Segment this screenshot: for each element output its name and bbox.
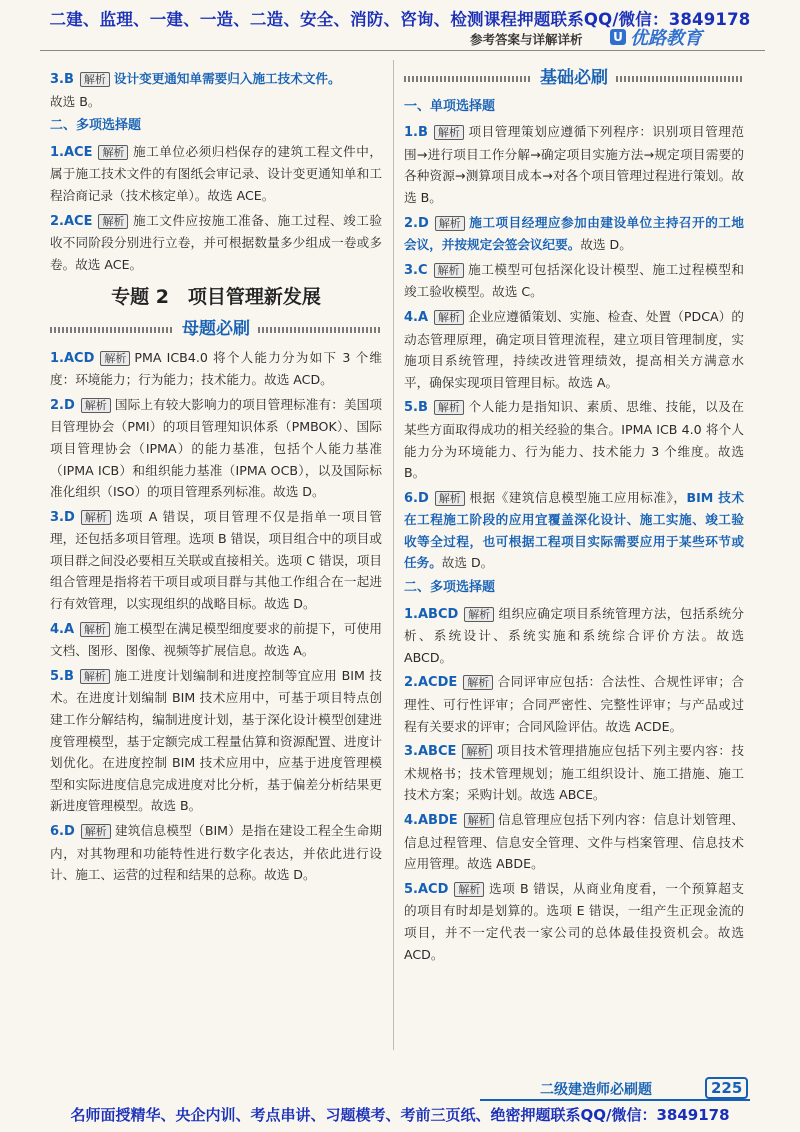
answer-text: 施工单位必须归档保存的建筑工程文件中，属于施工技术文件的有图纸会审记录、设计变更通知单和工程洽商记录（技术核定单）。故选 ACE。 xyxy=(50,143,382,203)
band-rule xyxy=(50,327,174,333)
answer-left-item-4 xyxy=(50,618,382,662)
answer-text: 选项 A 错误，项目管理不仅是指单一项目管理，还包括多项目管理。选项 B 错误，项目组合中的项目或项目群之间没必要相互关联或直接相关。选项 C 错误，项目组合管理是指将若干项目或项目群与其他工作组合在一起进行有效管理，以实现组织的战略目标。故选 D。 xyxy=(50,508,382,612)
answer-number: 5.B xyxy=(404,400,428,416)
bottom-contact-banner: 名师面授精华、央企内训、考点串讲、习题模考、考前三页纸、绝密押题联系QQ/微信：3849178 xyxy=(70,1106,730,1124)
answer-text: 组织应确定项目系统管理方法，包括系统分析、系统设计、系统实施和系统综合评价方法。故选 ABCD。 xyxy=(404,605,744,665)
analysis-tag: 解析 xyxy=(80,622,110,637)
section-title: 母题必刷 xyxy=(182,318,250,339)
answer-number: 1.ABCD xyxy=(404,606,459,622)
answer-text: 国际上有较大影响力的项目管理标准有：美国项目管理协会（PMI）的项目管理知识体系（PMBOK）、国际项目管理协会（IPMA）的能力基准，包括个人能力基准（IPMA ICB）和组织能力基准（IPMA OCB），以及国际标准化组织（ISO）的项目管理系列标准。故选 D。 xyxy=(50,396,382,500)
analysis-tag: 解析 xyxy=(80,669,110,684)
footer-rule xyxy=(480,1099,750,1101)
answer-left-item-6 xyxy=(50,820,382,886)
answer-left-item-3 xyxy=(50,506,382,615)
band-rule xyxy=(616,76,744,82)
answer-right-multi-5 xyxy=(404,878,744,965)
answer-number: 3.C xyxy=(404,262,428,278)
analysis-tag: 解析 xyxy=(81,510,111,525)
right-single-heading: 一、单项选择题 xyxy=(404,98,496,114)
answer-text: 施工模型在满足模型细度要求的前提下，可使用文档、图形、图像、视频等扩展信息。故选 A。 xyxy=(50,620,382,659)
analysis-tag: 解析 xyxy=(80,72,110,87)
answer-text: 项目技术管理措施应包括下列主要内容：技术规格书；技术管理规划；施工组织设计、施工措施、施工技术方案；采购计划。故选 ABCE。 xyxy=(404,743,744,803)
answer-text: 项目管理策划应遵循下列程序：识别项目管理范围→进行项目工作分解→确定项目实施方法→规定项目需要的各种资源→测算项目成本→对各个项目管理过程进行策划。故选 B。 xyxy=(404,124,744,205)
answer-text: PMA ICB4.0 将个人能力分为如下 3 个维度：环境能力；行为能力；技术能力。故选 ACD。 xyxy=(50,349,382,388)
analysis-tag: 解析 xyxy=(98,214,128,229)
section-band-mother xyxy=(50,319,382,341)
answer-left-item-5 xyxy=(50,665,382,817)
answer-right-single-4 xyxy=(404,306,744,393)
header-subtitle: 参考答案与详解详析 xyxy=(470,32,583,47)
answer-right-multi-4 xyxy=(404,809,744,875)
answer-right-multi-1 xyxy=(404,603,744,669)
answer-text: 信息管理应包括下列内容：信息计划管理、信息过程管理、信息安全管理、文件与档案管理、信息技术应用管理。故选 ABDE。 xyxy=(404,812,744,872)
answer-text: 施工模型可包括深化设计模型、施工过程模型和竣工验收模型。故选 C。 xyxy=(404,261,744,300)
answer-text: 故选 D。 xyxy=(441,555,494,571)
answer-text: 合同评审应包括：合法性、合规性评审；合理性、可行性评审；合同严密性、完整性评审；与产品或过程有关要求的评审；合同风险评估。故选 ACDE。 xyxy=(404,674,744,734)
answer-number: 2.ACE xyxy=(50,213,93,229)
topic-title: 专题 2 项目管理新发展 xyxy=(111,286,321,309)
answer-right-single-6 xyxy=(404,487,744,574)
answer-text: 个人能力是指知识、素质、思维、技能，以及在某些方面取得成功的相关经验的集合。IPMA ICB 4.0 将个人能力分为环境能力、行为能力、技术能力 3 个维度。故选 B。 xyxy=(404,399,744,481)
column-divider xyxy=(393,60,394,1050)
analysis-tag: 解析 xyxy=(464,813,494,828)
answer-right-multi-2 xyxy=(404,671,744,737)
analysis-tag: 解析 xyxy=(454,882,484,897)
analysis-tag: 解析 xyxy=(464,607,494,622)
answer-right-single-5 xyxy=(404,396,744,483)
answer-highlight: BIM 技术在工程施工阶段的应用宜覆盖深化设计、施工实施、竣工验收等全过程，也可根据工程项目实际需要应用于某些环节或任务。 xyxy=(404,489,745,571)
page-number: 225 xyxy=(705,1077,748,1099)
band-rule xyxy=(404,76,532,82)
analysis-tag: 解析 xyxy=(81,824,111,839)
left-column xyxy=(50,68,382,889)
answer-text: 故选 B。 xyxy=(50,93,101,109)
answer-number: 3.D xyxy=(50,509,75,525)
answer-text: 企业应遵循策划、实施、检查、处置（PDCA）的动态管理原理，确定项目管理流程，建立项目管理制度，实施项目系统管理，持续改进管理绩效，提高相关方满意水平，确保实现项目管理目标。故选 A。 xyxy=(404,308,744,390)
band-rule xyxy=(258,327,382,333)
right-column xyxy=(404,68,744,968)
answer-number: 4.A xyxy=(404,309,429,325)
answer-text: 施工文件应按施工准备、施工过程、竣工验收不同阶段分别进行立卷，并可根据数量多少组成一卷或多卷。故选 ACE。 xyxy=(50,212,382,272)
answer-highlight: 施工项目经理应参加由建设单位主持召开的工地会议，并按规定会签会议纪要。 xyxy=(404,214,744,253)
answer-right-single-3 xyxy=(404,259,744,303)
publisher-logo xyxy=(610,24,702,50)
answer-number: 5.ACD xyxy=(404,881,449,897)
answer-number: 2.D xyxy=(50,397,75,413)
section-title: 基础必刷 xyxy=(540,68,608,88)
header-rule xyxy=(40,50,765,51)
answer-text: 施工进度计划编制和进度控制等宜应用 BIM 技术。在进度计划编制 BIM 技术应用中，可基于项目特点创建工作分解结构，编制进度计划，基于深化设计模型创建进度管理模型，基于定额完成工程量估算和资源配置、进度计划优化。在进度控制 BIM 技术应用中，应基于进度管理模型和实际进度信息完成进度对比分析，基于偏差分析结果更新进度管理模型。故选 B。 xyxy=(50,667,382,814)
analysis-tag: 解析 xyxy=(98,145,128,160)
analysis-tag: 解析 xyxy=(435,216,465,231)
answer-number: 2.D xyxy=(404,215,429,231)
answer-left-m2 xyxy=(50,210,382,276)
answer-left-q3 xyxy=(50,68,382,112)
answer-text: 根据《建筑信息模型施工应用标准》， xyxy=(468,489,687,505)
analysis-tag: 解析 xyxy=(463,675,493,690)
answer-number: 3.ABCE xyxy=(404,744,457,760)
analysis-tag: 解析 xyxy=(100,351,130,366)
right-multi-heading: 二、多项选择题 xyxy=(404,580,496,596)
answer-number: 5.B xyxy=(50,668,74,684)
top-contact-banner: 二建、监理、一建、一造、二造、安全、消防、咨询、检测课程押题联系QQ/微信：3849178 xyxy=(49,10,751,29)
analysis-tag: 解析 xyxy=(462,744,492,759)
answer-right-multi-3 xyxy=(404,740,744,806)
analysis-tag: 解析 xyxy=(81,398,111,413)
logo-mark-icon: U xyxy=(610,29,626,45)
analysis-tag: 解析 xyxy=(435,491,465,506)
analysis-tag: 解析 xyxy=(434,400,464,415)
analysis-tag: 解析 xyxy=(434,310,464,325)
answer-number: 2.ACDE xyxy=(404,675,458,691)
analysis-tag: 解析 xyxy=(434,263,464,278)
section-band-basic xyxy=(404,68,744,90)
footer-book-title: 二级建造师必刷题 xyxy=(540,1082,652,1098)
answer-left-item-1 xyxy=(50,347,382,391)
answer-text: 选项 B 错误，从商业角度看，一个预算超支的项目有时却是划算的。选项 E 错误，一组产生正现金流的项目，并不一定代表一家公司的总体最佳投资机会。故选 ACD。 xyxy=(404,880,744,962)
answer-highlight: 设计变更通知单需要归入施工技术文件。 xyxy=(113,71,341,86)
answer-left-item-2 xyxy=(50,394,382,503)
answer-text: 故选 D。 xyxy=(580,237,632,253)
answer-left-m1 xyxy=(50,141,382,207)
answer-number: 3.B xyxy=(50,72,74,87)
answer-text: 建筑信息模型（BIM）是指在建设工程全生命期内，对其物理和功能特性进行数字化表达，并依此进行设计、施工、运营的过程和结果的总称。故选 D。 xyxy=(50,823,382,883)
answer-number: 1.ACE xyxy=(50,144,93,160)
left-multi-heading: 二、多项选择题 xyxy=(50,118,142,134)
answer-right-single-2 xyxy=(404,212,744,256)
answer-number: 6.D xyxy=(404,490,429,506)
logo-text: 优路教育 xyxy=(630,28,702,49)
analysis-tag: 解析 xyxy=(434,125,464,140)
answer-number: 4.A xyxy=(50,621,75,637)
answer-number: 1.B xyxy=(404,125,428,141)
answer-right-single-1 xyxy=(404,121,744,208)
answer-number: 4.ABDE xyxy=(404,813,458,828)
answer-number: 6.D xyxy=(50,824,75,839)
answer-number: 1.ACD xyxy=(50,350,95,366)
